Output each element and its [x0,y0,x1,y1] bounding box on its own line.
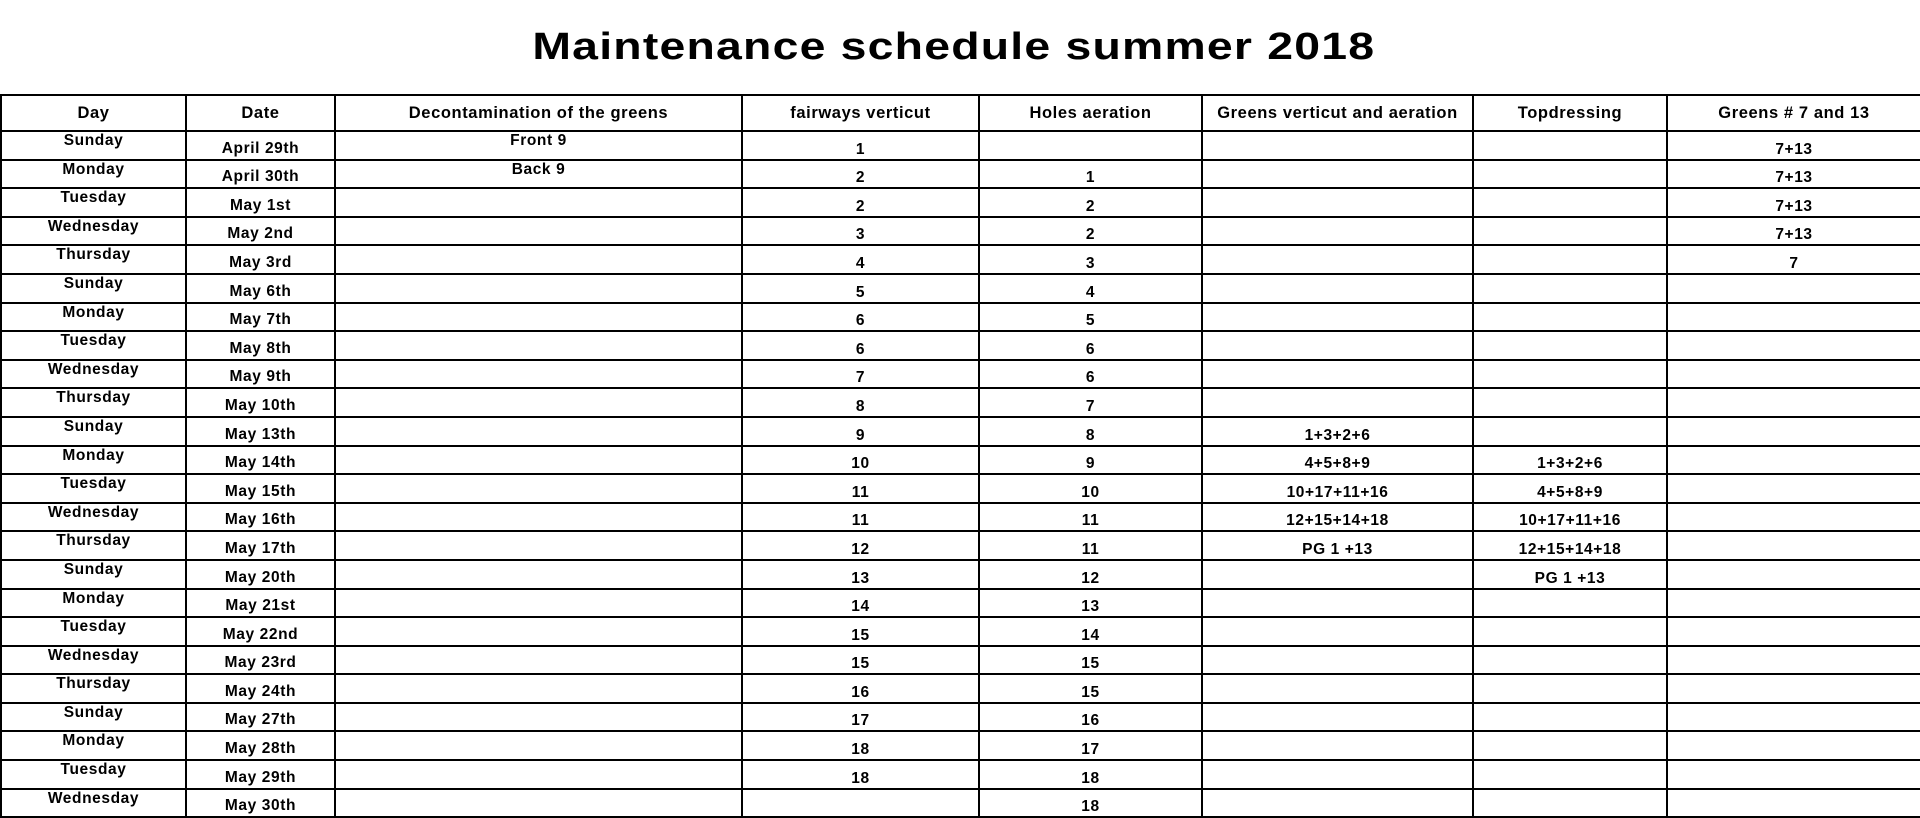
decontamination-cell [335,589,742,618]
date-cell: May 30th [186,789,335,818]
topdressing-cell: 12+15+14+18 [1473,531,1667,560]
topdressing-cell [1473,131,1667,160]
fairways-verticut-cell: 18 [742,731,979,760]
table-header [1,95,1920,131]
topdressing-cell [1473,760,1667,789]
fairways-verticut-cell [742,789,979,818]
fairways-verticut-cell: 2 [742,160,979,189]
holes-aeration-cell: 8 [979,417,1202,446]
date-cell: May 7th [186,303,335,332]
holes-aeration-cell: 9 [979,446,1202,475]
table-row [1,388,1920,417]
fairways-verticut-cell: 14 [742,589,979,618]
holes-aeration-cell: 15 [979,674,1202,703]
greens-7-13-cell [1667,388,1920,417]
date-cell: May 8th [186,331,335,360]
fairways-verticut-cell: 12 [742,531,979,560]
decontamination-cell: Front 9 [335,131,742,160]
fairways-verticut-cell: 7 [742,360,979,389]
holes-aeration-cell: 14 [979,617,1202,646]
greens-7-13-cell [1667,789,1920,818]
day-cell: Monday [1,303,186,332]
holes-aeration-cell: 4 [979,274,1202,303]
greens-verticut-aeration-cell [1202,331,1473,360]
fairways-verticut-cell: 9 [742,417,979,446]
day-cell: Wednesday [1,360,186,389]
greens-7-13-cell [1667,703,1920,732]
table-row [1,703,1920,732]
table-row [1,245,1920,274]
date-cell: May 14th [186,446,335,475]
table-body [1,131,1920,817]
column-header-greens-verticut-aeration: Greens verticut and aeration [1202,95,1473,131]
fairways-verticut-cell: 8 [742,388,979,417]
day-cell: Sunday [1,703,186,732]
decontamination-cell [335,617,742,646]
date-cell: May 6th [186,274,335,303]
day-cell: Wednesday [1,503,186,532]
greens-7-13-cell [1667,731,1920,760]
holes-aeration-cell: 18 [979,760,1202,789]
date-cell: May 1st [186,188,335,217]
greens-verticut-aeration-cell [1202,589,1473,618]
holes-aeration-cell: 11 [979,531,1202,560]
date-cell: May 28th [186,731,335,760]
date-cell: May 2nd [186,217,335,246]
fairways-verticut-cell: 15 [742,646,979,675]
greens-7-13-cell [1667,531,1920,560]
fairways-verticut-cell: 6 [742,331,979,360]
column-header-greens-7-13: Greens # 7 and 13 [1667,95,1920,131]
table-row [1,331,1920,360]
column-header-day: Day [1,95,186,131]
fairways-verticut-cell: 15 [742,617,979,646]
topdressing-cell: 4+5+8+9 [1473,474,1667,503]
decontamination-cell [335,245,742,274]
date-cell: May 21st [186,589,335,618]
decontamination-cell [335,360,742,389]
day-cell: Thursday [1,388,186,417]
greens-7-13-cell: 7+13 [1667,160,1920,189]
day-cell: Monday [1,589,186,618]
topdressing-cell [1473,331,1667,360]
greens-7-13-cell [1667,446,1920,475]
decontamination-cell [335,217,742,246]
greens-verticut-aeration-cell [1202,131,1473,160]
holes-aeration-cell: 1 [979,160,1202,189]
table-row [1,560,1920,589]
table-row [1,674,1920,703]
schedule-table [0,94,1920,818]
topdressing-cell [1473,160,1667,189]
date-cell: May 27th [186,703,335,732]
greens-verticut-aeration-cell: 1+3+2+6 [1202,417,1473,446]
holes-aeration-cell: 16 [979,703,1202,732]
day-cell: Monday [1,731,186,760]
greens-7-13-cell [1667,331,1920,360]
day-cell: Sunday [1,560,186,589]
greens-verticut-aeration-cell: 12+15+14+18 [1202,503,1473,532]
date-cell: May 20th [186,560,335,589]
holes-aeration-cell: 6 [979,360,1202,389]
holes-aeration-cell: 15 [979,646,1202,675]
date-cell: May 9th [186,360,335,389]
fairways-verticut-cell: 18 [742,760,979,789]
date-cell: May 15th [186,474,335,503]
table-row [1,303,1920,332]
topdressing-cell [1473,646,1667,675]
greens-7-13-cell [1667,303,1920,332]
greens-7-13-cell [1667,760,1920,789]
topdressing-cell [1473,217,1667,246]
holes-aeration-cell: 2 [979,188,1202,217]
decontamination-cell [335,274,742,303]
decontamination-cell [335,417,742,446]
fairways-verticut-cell: 11 [742,474,979,503]
greens-verticut-aeration-cell [1202,731,1473,760]
holes-aeration-cell: 7 [979,388,1202,417]
greens-verticut-aeration-cell [1202,360,1473,389]
day-cell: Wednesday [1,789,186,818]
topdressing-cell [1473,703,1667,732]
holes-aeration-cell: 11 [979,503,1202,532]
greens-verticut-aeration-cell [1202,188,1473,217]
topdressing-cell: PG 1 +13 [1473,560,1667,589]
day-cell: Monday [1,160,186,189]
header-row [1,95,1920,131]
decontamination-cell [335,303,742,332]
table-row [1,131,1920,160]
table-row [1,188,1920,217]
day-cell: Sunday [1,274,186,303]
topdressing-cell: 10+17+11+16 [1473,503,1667,532]
date-cell: May 22nd [186,617,335,646]
greens-verticut-aeration-cell: PG 1 +13 [1202,531,1473,560]
greens-7-13-cell [1667,560,1920,589]
day-cell: Thursday [1,674,186,703]
decontamination-cell [335,760,742,789]
day-cell: Sunday [1,417,186,446]
day-cell: Tuesday [1,760,186,789]
fairways-verticut-cell: 10 [742,446,979,475]
table-row [1,474,1920,503]
fairways-verticut-cell: 5 [742,274,979,303]
greens-verticut-aeration-cell: 4+5+8+9 [1202,446,1473,475]
topdressing-cell [1473,674,1667,703]
topdressing-cell [1473,303,1667,332]
greens-verticut-aeration-cell [1202,303,1473,332]
greens-7-13-cell: 7+13 [1667,188,1920,217]
day-cell: Tuesday [1,617,186,646]
date-cell: May 23rd [186,646,335,675]
column-header-date: Date [186,95,335,131]
holes-aeration-cell: 12 [979,560,1202,589]
decontamination-cell [335,703,742,732]
table-row [1,217,1920,246]
greens-verticut-aeration-cell [1202,760,1473,789]
greens-7-13-cell [1667,503,1920,532]
topdressing-cell [1473,417,1667,446]
greens-7-13-cell [1667,589,1920,618]
table-row [1,760,1920,789]
fairways-verticut-cell: 16 [742,674,979,703]
greens-verticut-aeration-cell [1202,703,1473,732]
holes-aeration-cell: 13 [979,589,1202,618]
holes-aeration-cell: 3 [979,245,1202,274]
greens-7-13-cell [1667,617,1920,646]
table-row [1,617,1920,646]
holes-aeration-cell: 6 [979,331,1202,360]
greens-verticut-aeration-cell [1202,674,1473,703]
topdressing-cell [1473,617,1667,646]
decontamination-cell [335,503,742,532]
table-row [1,274,1920,303]
table-row [1,731,1920,760]
day-cell: Sunday [1,131,186,160]
holes-aeration-cell: 10 [979,474,1202,503]
table-row [1,417,1920,446]
holes-aeration-cell: 5 [979,303,1202,332]
topdressing-cell: 1+3+2+6 [1473,446,1667,475]
date-cell: April 29th [186,131,335,160]
date-cell: May 24th [186,674,335,703]
topdressing-cell [1473,731,1667,760]
column-header-topdressing: Topdressing [1473,95,1667,131]
day-cell: Wednesday [1,646,186,675]
date-cell: May 3rd [186,245,335,274]
column-header-holes-aeration: Holes aeration [979,95,1202,131]
greens-verticut-aeration-cell [1202,160,1473,189]
greens-verticut-aeration-cell: 10+17+11+16 [1202,474,1473,503]
topdressing-cell [1473,388,1667,417]
date-cell: May 29th [186,760,335,789]
holes-aeration-cell: 18 [979,789,1202,818]
date-cell: May 16th [186,503,335,532]
date-cell: April 30th [186,160,335,189]
table-row [1,789,1920,818]
holes-aeration-cell: 17 [979,731,1202,760]
greens-verticut-aeration-cell [1202,789,1473,818]
greens-7-13-cell [1667,417,1920,446]
decontamination-cell [335,474,742,503]
greens-verticut-aeration-cell [1202,274,1473,303]
topdressing-cell [1473,274,1667,303]
fairways-verticut-cell: 13 [742,560,979,589]
table-row [1,360,1920,389]
greens-verticut-aeration-cell [1202,646,1473,675]
decontamination-cell [335,188,742,217]
table-row [1,446,1920,475]
topdressing-cell [1473,589,1667,618]
greens-7-13-cell [1667,360,1920,389]
holes-aeration-cell [979,131,1202,160]
fairways-verticut-cell: 4 [742,245,979,274]
fairways-verticut-cell: 1 [742,131,979,160]
greens-7-13-cell [1667,674,1920,703]
table-row [1,503,1920,532]
table-row [1,531,1920,560]
column-header-decontamination: Decontamination of the greens [335,95,742,131]
column-header-fairways-verticut: fairways verticut [742,95,979,131]
greens-verticut-aeration-cell [1202,245,1473,274]
decontamination-cell [335,446,742,475]
greens-verticut-aeration-cell [1202,560,1473,589]
day-cell: Tuesday [1,474,186,503]
topdressing-cell [1473,245,1667,274]
day-cell: Monday [1,446,186,475]
date-cell: May 13th [186,417,335,446]
greens-verticut-aeration-cell [1202,388,1473,417]
holes-aeration-cell: 2 [979,217,1202,246]
greens-verticut-aeration-cell [1202,617,1473,646]
table-row [1,646,1920,675]
decontamination-cell [335,789,742,818]
page-title: Maintenance schedule summer 2018 [532,26,1376,68]
fairways-verticut-cell: 3 [742,217,979,246]
greens-7-13-cell: 7+13 [1667,131,1920,160]
table-row [1,160,1920,189]
fairways-verticut-cell: 2 [742,188,979,217]
greens-7-13-cell [1667,274,1920,303]
decontamination-cell: Back 9 [335,160,742,189]
day-cell: Tuesday [1,331,186,360]
greens-7-13-cell: 7 [1667,245,1920,274]
day-cell: Wednesday [1,217,186,246]
date-cell: May 17th [186,531,335,560]
fairways-verticut-cell: 17 [742,703,979,732]
table-row [1,589,1920,618]
decontamination-cell [335,731,742,760]
day-cell: Tuesday [1,188,186,217]
day-cell: Thursday [1,245,186,274]
decontamination-cell [335,331,742,360]
topdressing-cell [1473,188,1667,217]
decontamination-cell [335,646,742,675]
decontamination-cell [335,560,742,589]
fairways-verticut-cell: 11 [742,503,979,532]
decontamination-cell [335,674,742,703]
decontamination-cell [335,388,742,417]
greens-7-13-cell [1667,646,1920,675]
greens-verticut-aeration-cell [1202,217,1473,246]
decontamination-cell [335,531,742,560]
fairways-verticut-cell: 6 [742,303,979,332]
topdressing-cell [1473,360,1667,389]
greens-7-13-cell: 7+13 [1667,217,1920,246]
topdressing-cell [1473,789,1667,818]
day-cell: Thursday [1,531,186,560]
greens-7-13-cell [1667,474,1920,503]
date-cell: May 10th [186,388,335,417]
